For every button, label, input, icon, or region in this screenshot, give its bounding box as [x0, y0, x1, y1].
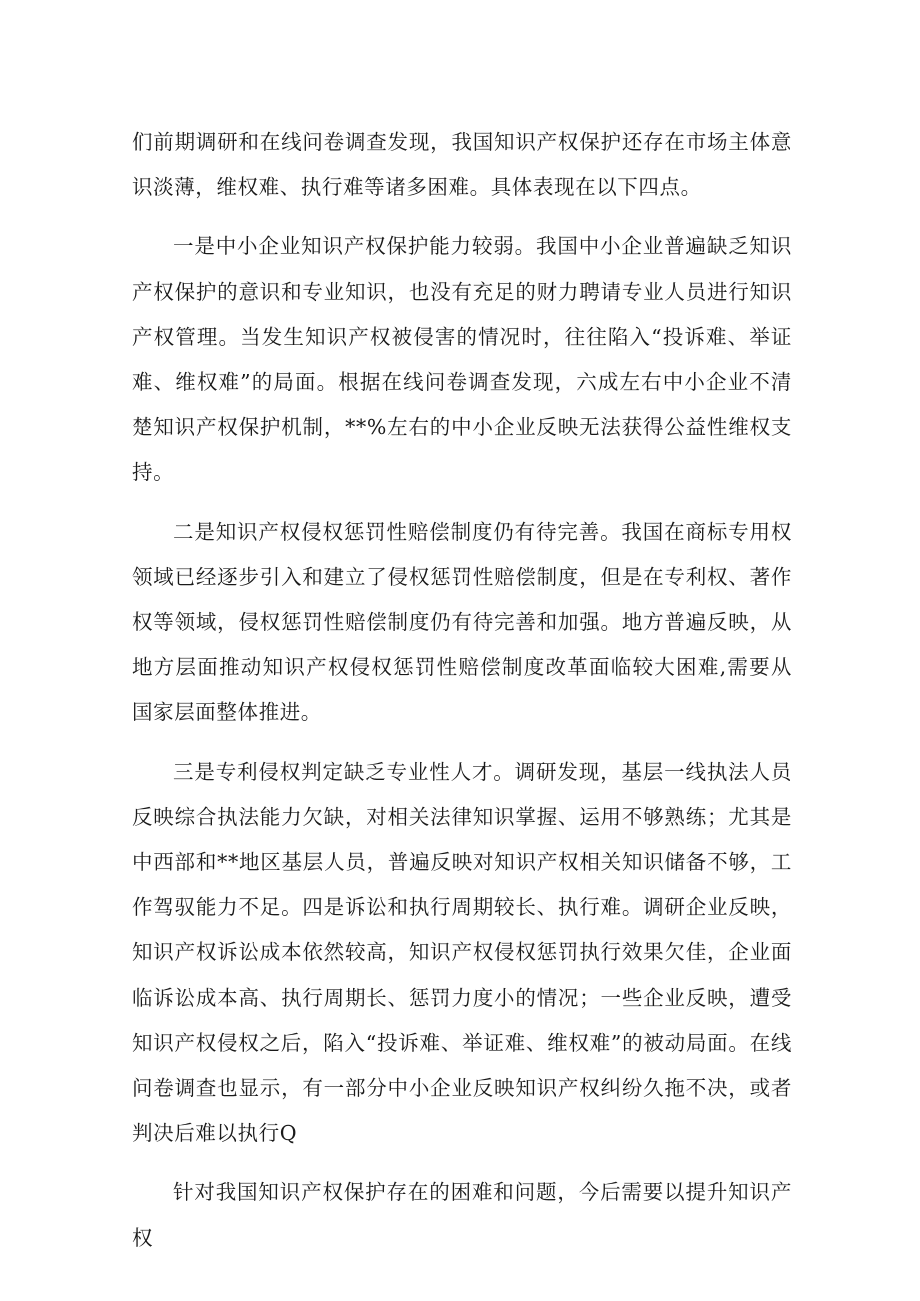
document-body: [132, 120, 792, 1261]
paragraph-point-one: 一是中小企业知识产权保护能力较弱。我国中小企业普遍缺乏知识产权保护的意识和专业知识，也没有充足的财力聘请专业人员进行知识产权管理。当发生知识产权被侵害的情况时，往往陷入“投诉难、举证难、维权难”的局面。根据在线问卷调查发现，六成左右中小企业不清楚知识产权保护机制，**%左右的中小企业反映无法获得公益性维权支持。: [132, 234, 792, 485]
paragraph-point-two: 二是知识产权侵权惩罚性赔偿制度仍有待完善。我国在商标专用权领域已经逐步引入和建立了侵权惩罚性赔偿制度，但是在专利权、著作权等领域，侵权惩罚性赔偿制度仍有待完善和加强。地方普遍反映，从地方层面推动知识产权侵权惩罚性赔偿制度改革面临较大困难,需要从国家层面整体推进。: [132, 519, 792, 725]
paragraph-conclusion: 针对我国知识产权保护存在的困难和问题，今后需要以提升知识产权: [132, 1180, 792, 1250]
paragraph-point-three-four: 三是专利侵权判定缺乏专业性人才。调研发现，基层一线执法人员反映综合执法能力欠缺，对相关法律知识掌握、运用不够熟练；尤其是中西部和**地区基层人员，普遍反映对知识产权相关知识储备不够，工作驾驭能力不足。四是诉讼和执行周期较长、执行难。调研企业反映，知识产权诉讼成本依然较高，知识产权侵权惩罚执行效果欠佳，企业面临诉讼成本高、执行周期长、惩罚力度小的情况；一些企业反映，遭受知识产权侵权之后，陷入“投诉难、举证难、维权难”的被动局面。在线问卷调查也显示，有一部分中小企业反映知识产权纠纷久拖不决，或者判决后难以执行Q: [132, 759, 792, 1146]
paragraph-intro: 们前期调研和在线问卷调查发现，我国知识产权保护还存在市场主体意识淡薄，维权难、执行难等诸多困难。具体表现在以下四点。: [132, 130, 792, 200]
